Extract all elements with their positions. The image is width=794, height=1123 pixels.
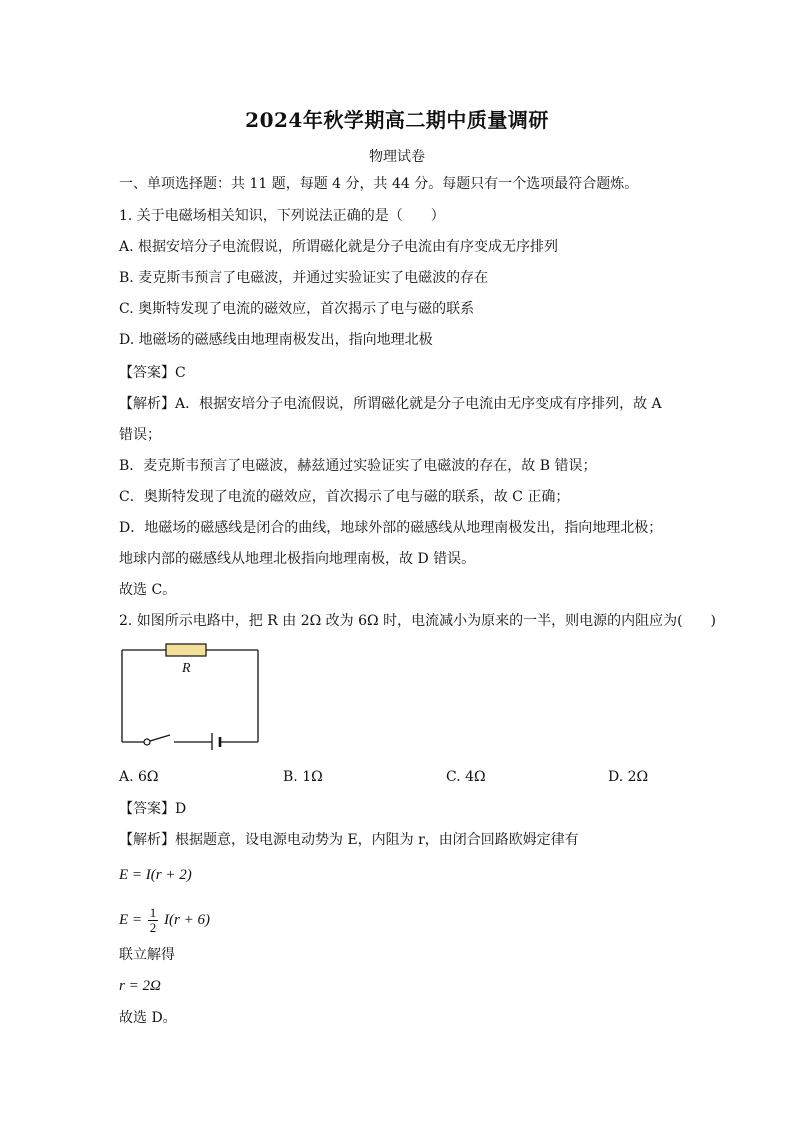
q2-analysis-line: 【解析】根据题意，设电源电动势为 E，内阻为 r，由闭合回路欧姆定律有 bbox=[119, 832, 579, 848]
q1-stem: 1. 关于电磁场相关知识，下列说法正确的是（ ） bbox=[119, 208, 445, 224]
q2-option-d: D. 2Ω bbox=[608, 769, 649, 785]
q1-analysis-line: 【解析】A．根据安培分子电流假说，所谓磁化就是分子电流由无序变成有序排列，故 A bbox=[119, 396, 662, 412]
q1-option-d: D. 地磁场的磁感线由地理南极发出，指向地理北极 bbox=[119, 332, 433, 348]
q2-conclusion: 故选 D。 bbox=[119, 1010, 177, 1026]
fraction-numerator: 1 bbox=[149, 905, 157, 920]
q1-option-b: B. 麦克斯韦预言了电磁波，并通过实验证实了电磁波的存在 bbox=[119, 270, 489, 286]
formula-2 bbox=[119, 906, 210, 935]
page-title: 2024年秋学期高二期中质量调研 bbox=[245, 108, 549, 132]
q1-conclusion: 故选 C。 bbox=[119, 582, 177, 598]
formula-2-prefix: E = bbox=[119, 911, 143, 928]
q1-analysis-line: 地球内部的磁感线从地理北极指向地理南极，故 D 错误。 bbox=[119, 551, 476, 567]
q1-analysis-line: C．奥斯特发现了电流的磁效应，首次揭示了电与磁的联系，故 C 正确； bbox=[119, 489, 570, 505]
formula-2-suffix: I(r + 6) bbox=[164, 911, 210, 928]
resistor-symbol bbox=[166, 644, 206, 656]
q2-option-a: A. 6Ω bbox=[119, 769, 159, 785]
circuit-diagram bbox=[116, 640, 266, 750]
q2-stem: 2. 如图所示电路中，把 R 由 2Ω 改为 6Ω 时，电流减小为原来的一半，则电源的内阻应为( ) bbox=[119, 613, 717, 629]
q2-option-b: B. 1Ω bbox=[283, 769, 323, 785]
q2-solve-text: 联立解得 bbox=[119, 947, 175, 963]
q1-answer: 【答案】C bbox=[119, 365, 186, 381]
fraction-one-half bbox=[148, 906, 159, 935]
q1-option-a: A. 根据安培分子电流假说，所谓磁化就是分子电流由有序变成无序排列 bbox=[119, 239, 559, 255]
formula-1: E = I(r + 2) bbox=[119, 867, 192, 883]
q1-analysis-line: B．麦克斯韦预言了电磁波，赫兹通过实验证实了电磁波的存在，故 B 错误； bbox=[119, 458, 597, 474]
fraction-denominator: 2 bbox=[149, 920, 157, 935]
q1-analysis-line: D．地磁场的磁感线是闭合的曲线，地球外部的磁感线从地理南极发出，指向地理北极； bbox=[119, 520, 663, 536]
page-subtitle: 物理试卷 bbox=[369, 149, 425, 165]
q2-answer: 【答案】D bbox=[119, 801, 187, 817]
q1-option-c: C. 奥斯特发现了电流的磁效应，首次揭示了电与磁的联系 bbox=[119, 301, 475, 317]
switch-contact bbox=[144, 739, 150, 745]
section-heading: 一、单项选择题：共 11 题，每题 4 分，共 44 分。每题只有一个选项最符合题炼。 bbox=[119, 176, 639, 192]
q2-result: r = 2Ω bbox=[119, 978, 161, 994]
q2-option-c: C. 4Ω bbox=[446, 769, 486, 785]
resistor-label: R bbox=[182, 661, 191, 676]
q1-analysis-line: 错误； bbox=[119, 427, 161, 443]
